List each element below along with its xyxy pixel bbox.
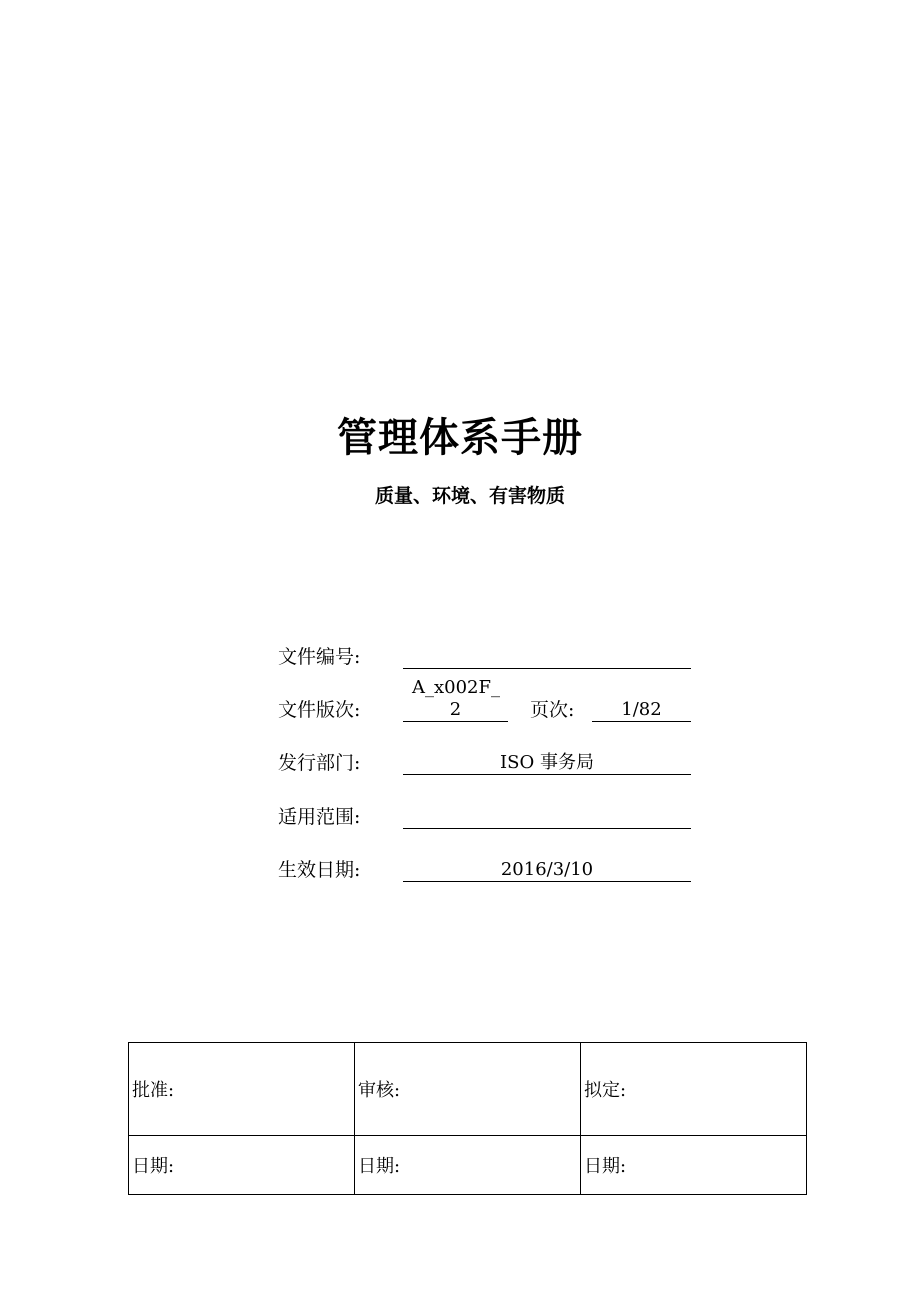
page-label: 页次: (530, 699, 575, 721)
effective-date-label: 生效日期: (278, 859, 361, 881)
department-field: ISO 事务局 (403, 752, 691, 775)
version-field: 2 (403, 699, 508, 722)
version-label: 文件版次: (278, 699, 361, 721)
department-label: 发行部门: (278, 752, 361, 774)
version-value-line1: A_x002F_ (412, 677, 500, 698)
signoff-table (128, 1042, 807, 1195)
page-field: 1/82 (592, 699, 691, 722)
approve-cell: 批准: (129, 1043, 355, 1136)
signoff-row-dates (129, 1136, 807, 1195)
draft-date-cell: 日期: (581, 1136, 807, 1195)
review-date-cell: 日期: (355, 1136, 581, 1195)
effective-date-field: 2016/3/10 (403, 859, 691, 882)
approve-date-cell: 日期: (129, 1136, 355, 1195)
doc-number-label: 文件编号: (278, 646, 361, 668)
scope-field (403, 806, 691, 829)
scope-label: 适用范围: (278, 806, 361, 828)
draft-cell: 拟定: (581, 1043, 807, 1136)
document-subtitle: 质量、环境、有害物质 (374, 485, 565, 507)
review-cell: 审核: (355, 1043, 581, 1136)
doc-number-field (403, 646, 691, 669)
document-title: 管理体系手册 (337, 415, 583, 461)
signoff-row-roles (129, 1043, 807, 1136)
